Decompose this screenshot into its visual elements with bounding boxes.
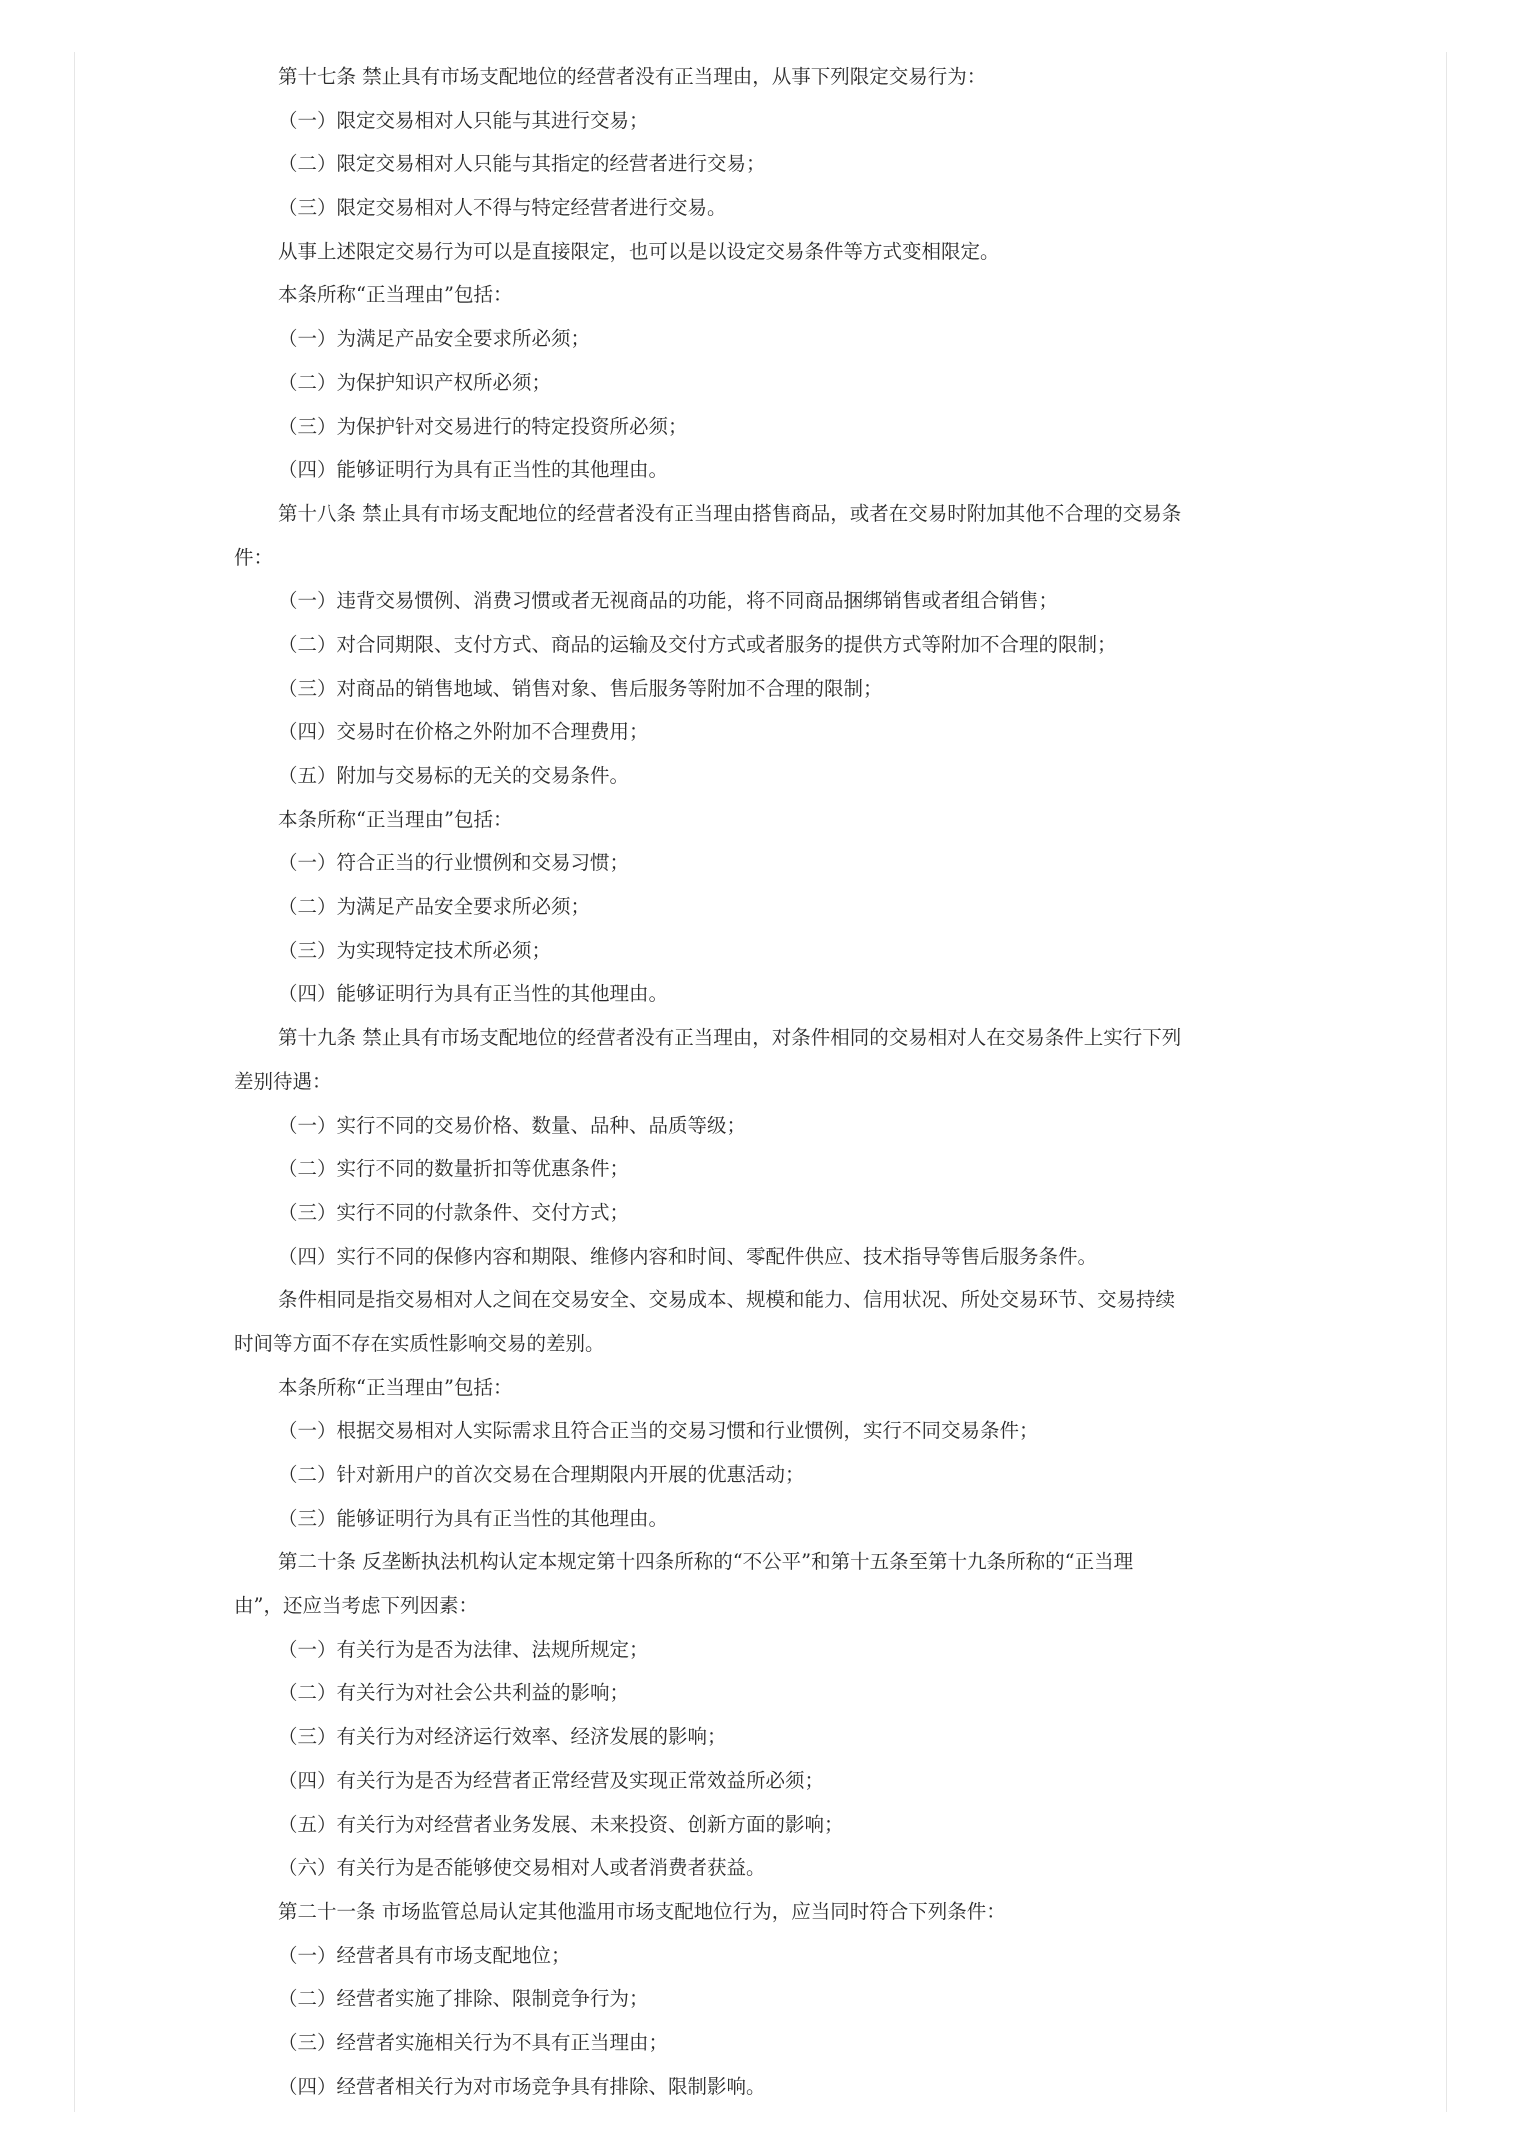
text-line: （三）实行不同的付款条件、交付方式； — [278, 1200, 630, 1224]
text-line: 时间等方面不存在实质性影响交易的差别。 — [234, 1331, 605, 1355]
text-line: （一）违背交易惯例、消费习惯或者无视商品的功能，将不同商品捆绑销售或者组合销售； — [278, 589, 1059, 613]
text-line: （二）针对新用户的首次交易在合理期限内开展的优惠活动； — [278, 1463, 805, 1486]
text-line: （一）实行不同的交易价格、数量、品种、品质等级； — [278, 1113, 747, 1137]
text-line: （一）符合正当的行业惯例和交易习惯； — [278, 851, 630, 875]
text-line: （四）交易时在价格之外附加不合理费用； — [278, 720, 649, 744]
text-line: 由”，还应当考虑下列因素： — [234, 1594, 478, 1618]
text-line: 件： — [234, 545, 274, 569]
text-line: （五）附加与交易标的无关的交易条件。 — [278, 764, 630, 787]
text-line: （六）有关行为是否能够使交易相对人或者消费者获益。 — [278, 1856, 766, 1880]
text-line: （三）为实现特定技术所必须； — [278, 938, 552, 962]
text-line: 条件相同是指交易相对人之间在交易安全、交易成本、规模和能力、信用状况、所处交易环节、交易持续 — [278, 1288, 1176, 1312]
text-line: （一）为满足产品安全要求所必须； — [278, 327, 591, 351]
text-line: （二）实行不同的数量折扣等优惠条件； — [278, 1157, 630, 1181]
text-line: 第二十条 反垄断执法机构认定本规定第十四条所称的“不公平”和第十五条至第十九条所称的“正当理 — [278, 1550, 1134, 1574]
text-line: （四）经营者相关行为对市场竞争具有排除、限制影响。 — [278, 2074, 766, 2098]
text-line: （四）能够证明行为具有正当性的其他理由。 — [278, 458, 669, 482]
text-line: （四）能够证明行为具有正当性的其他理由。 — [278, 982, 669, 1006]
text-line: 第十七条 禁止具有市场支配地位的经营者没有正当理由，从事下列限定交易行为： — [278, 65, 987, 88]
text-line: 本条所称“正当理由”包括： — [278, 807, 513, 831]
text-line: （五）有关行为对经营者业务发展、未来投资、创新方面的影响； — [278, 1812, 844, 1836]
text-line: 本条所称“正当理由”包括： — [278, 283, 513, 307]
text-line: （二）限定交易相对人只能与其指定的经营者进行交易； — [278, 152, 766, 176]
text-line: （一）有关行为是否为法律、法规所规定； — [278, 1637, 649, 1661]
page-left-border — [74, 52, 75, 2112]
text-line: （二）对合同期限、支付方式、商品的运输及交付方式或者服务的提供方式等附加不合理的限制； — [278, 632, 1117, 656]
text-line: （二）有关行为对社会公共利益的影响； — [278, 1681, 630, 1705]
text-line: （三）限定交易相对人不得与特定经营者进行交易。 — [278, 196, 727, 220]
text-line: （三）经营者实施相关行为不具有正当理由； — [278, 2030, 669, 2054]
text-line: 第十九条 禁止具有市场支配地位的经营者没有正当理由，对条件相同的交易相对人在交易条件上实行下列 — [278, 1026, 1182, 1050]
text-line: 第二十一条 市场监管总局认定其他滥用市场支配地位行为，应当同时符合下列条件： — [278, 1899, 1006, 1923]
page-right-border — [1446, 52, 1447, 2112]
text-line: （二）经营者实施了排除、限制竞争行为； — [278, 1987, 649, 2011]
document-body — [234, 55, 1294, 2108]
text-line: 差别待遇： — [234, 1069, 332, 1093]
text-line: （三）能够证明行为具有正当性的其他理由。 — [278, 1506, 669, 1530]
text-line: 第十八条 禁止具有市场支配地位的经营者没有正当理由搭售商品，或者在交易时附加其他不合理的交易条 — [278, 501, 1182, 525]
text-line: （四）有关行为是否为经营者正常经营及实现正常效益所必须； — [278, 1768, 825, 1792]
text-line: （三）对商品的销售地域、销售对象、售后服务等附加不合理的限制； — [278, 676, 883, 700]
text-line: （四）实行不同的保修内容和期限、维修内容和时间、零配件供应、技术指导等售后服务条件。 — [278, 1244, 1098, 1268]
text-line: （一）根据交易相对人实际需求且符合正当的交易习惯和行业惯例，实行不同交易条件； — [278, 1419, 1039, 1443]
text-line: （三）有关行为对经济运行效率、经济发展的影响； — [278, 1725, 727, 1749]
text-line: （三）为保护针对交易进行的特定投资所必须； — [278, 414, 688, 438]
text-line: （一）限定交易相对人只能与其进行交易； — [278, 108, 649, 132]
text-line: 本条所称“正当理由”包括： — [278, 1375, 513, 1399]
text-line: （二）为保护知识产权所必须； — [278, 370, 552, 394]
text-line: 从事上述限定交易行为可以是直接限定，也可以是以设定交易条件等方式变相限定。 — [278, 239, 1000, 263]
text-line: （一）经营者具有市场支配地位； — [278, 1943, 571, 1967]
text-line: （二）为满足产品安全要求所必须； — [278, 895, 591, 919]
